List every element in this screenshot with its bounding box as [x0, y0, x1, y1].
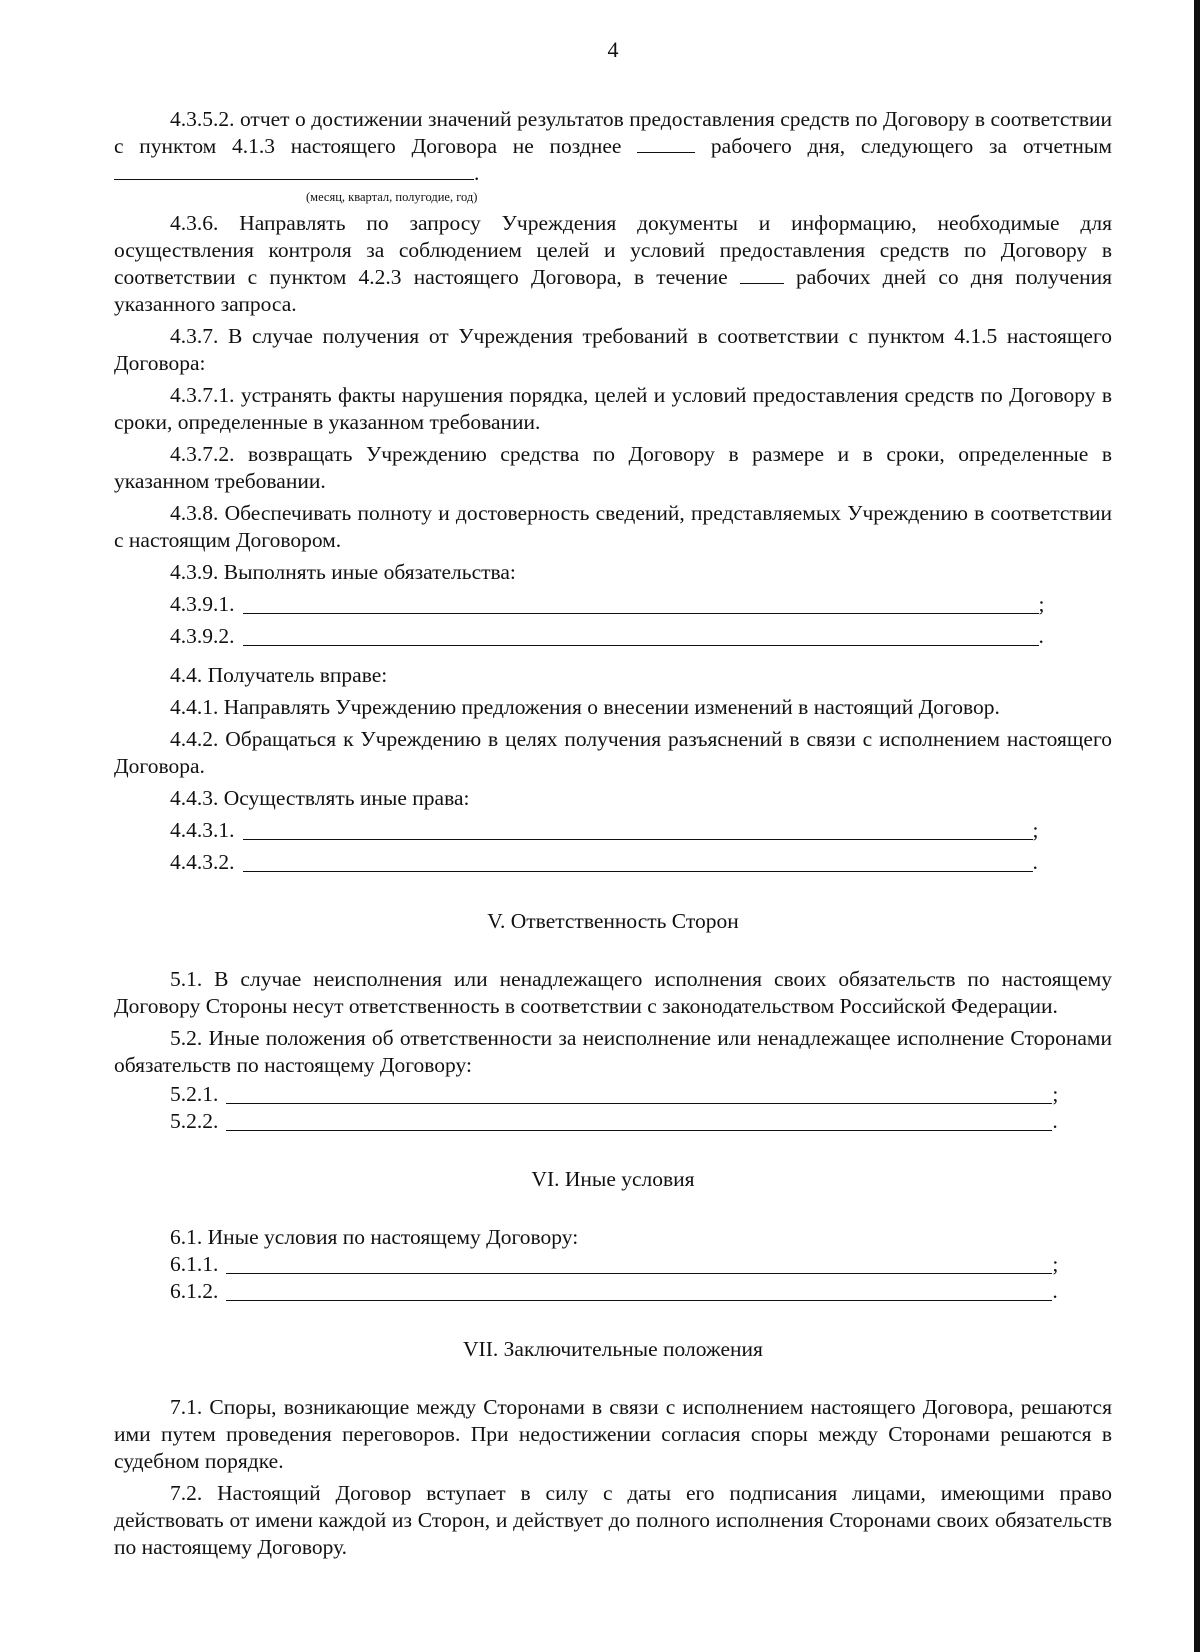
clause-7-1: 7.1. Споры, возникающие между Сторонами в связи с исполнением настоящего Договора, решаются ими путем проведения переговоров. При недостижении согласия споры между Сторонами решаются в судебном порядке. — [114, 1395, 1112, 1473]
fill-line-4-4-3-1 — [114, 817, 1112, 844]
fill-line — [226, 1256, 1052, 1274]
fill-line-end: ; — [1052, 1082, 1059, 1106]
fill-line-6-1-2 — [114, 1278, 1112, 1305]
blank-field — [114, 161, 474, 180]
fill-line-4-4-3-2 — [114, 849, 1112, 876]
fill-line — [243, 822, 1033, 840]
fill-line — [243, 854, 1033, 872]
page-content — [114, 36, 1112, 1561]
clause-4-3-7: 4.3.7. В случае получения от Учреждения требований в соответствии с пунктом 4.1.5 настоящего Договора: — [114, 324, 1112, 375]
fill-line-end: . — [1052, 1109, 1058, 1133]
field-hint: (месяц, квартал, полугодие, год) — [306, 190, 478, 204]
section-heading-7: VII. Заключительные положения — [463, 1337, 763, 1361]
clause-text: рабочего дня, следующего за отчетным — [710, 134, 1112, 158]
fill-line — [226, 1283, 1052, 1301]
clause-4-3-9: 4.3.9. Выполнять иные обязательства: — [170, 560, 516, 584]
fill-line-4-3-9-1 — [114, 591, 1112, 618]
clause-4-3-7-2: 4.3.7.2. возвращать Учреждению средства по Договору в размере и в сроки, определенные в указанном требовании. — [114, 442, 1112, 493]
clause-5-2: 5.2. Иные положения об ответственности за неисполнение или ненадлежащее исполнение Сторонами обязательств по настоящему Договору: — [114, 1026, 1112, 1077]
fill-line-5-2-2 — [114, 1108, 1112, 1135]
fill-line — [226, 1113, 1052, 1131]
clause-4-3-6 — [114, 210, 1112, 318]
fill-line-end: ; — [1038, 592, 1045, 616]
fill-line-number: 4.4.3.1. — [170, 818, 235, 842]
fill-line-number: 6.1.1. — [170, 1252, 219, 1276]
clause-4-4-3: 4.4.3. Осуществлять иные права: — [170, 786, 470, 810]
clause-end: . — [474, 161, 480, 185]
fill-line-end: . — [1052, 1279, 1058, 1303]
clause-text: 4.3.6. Направлять по запросу Учреждения документы и информацию, необходимые для осуществления контроля за соблюдением целей и условий предоставления средств по Договору в соответствии с пунктом 4.2.3 настоящего Договора, в течение — [114, 211, 1112, 289]
clause-7-2: 7.2. Настоящий Договор вступает в силу с даты его подписания лицами, имеющими право действовать от имени каждой из Сторон, и действует до полного исполнения Сторонами своих обязательств по настоящему Договору. — [114, 1481, 1112, 1559]
clause-4-4-1: 4.4.1. Направлять Учреждению предложения о внесении изменений в настоящий Договор. — [170, 695, 1000, 719]
blank-field — [740, 265, 784, 284]
fill-line-5-2-1 — [114, 1081, 1112, 1108]
clause-5-1: 5.1. В случае неисполнения или ненадлежащего исполнения своих обязательств по настоящему Договору Стороны несут ответственность в соответствии с законодательством Российской Федерации. — [114, 967, 1112, 1018]
clause-4-3-7-1: 4.3.7.1. устранять факты нарушения порядка, целей и условий предоставления средств по Договору в сроки, определенные в указанном требовании. — [114, 383, 1112, 434]
fill-line-number: 5.2.2. — [170, 1109, 219, 1133]
fill-line-number: 5.2.1. — [170, 1082, 219, 1106]
fill-line-6-1-1 — [114, 1251, 1112, 1278]
fill-line-number: 6.1.2. — [170, 1279, 219, 1303]
fill-line-4-3-9-2 — [114, 623, 1112, 650]
clause-text: 4.3.5.2. отчет о достижении значений результатов предоставления средств по Договору в соответствии с пунктом 4.1.3 настоящего Договора не позднее — [114, 107, 1112, 158]
fill-line-end: . — [1032, 850, 1038, 874]
page-number: 4 — [607, 37, 619, 62]
clause-4-3-5-2 — [114, 106, 1112, 187]
clause-4-3-8: 4.3.8. Обеспечивать полноту и достоверность сведений, представляемых Учреждению в соответствии с настоящим Договором. — [114, 501, 1112, 552]
clause-text: рабочих дней со дня получения указанного запроса. — [114, 265, 1113, 316]
fill-line-end: ; — [1052, 1252, 1059, 1276]
section-heading-5: V. Ответственность Сторон — [487, 909, 739, 933]
fill-line-end: ; — [1032, 818, 1039, 842]
blank-field — [637, 134, 695, 153]
fill-line — [243, 596, 1039, 614]
fill-line — [226, 1086, 1052, 1104]
fill-line-number: 4.3.9.2. — [170, 624, 235, 648]
clause-4-4: 4.4. Получатель вправе: — [170, 663, 388, 687]
fill-line-number: 4.3.9.1. — [170, 592, 235, 616]
clause-6-1: 6.1. Иные условия по настоящему Договору: — [170, 1225, 579, 1249]
fill-line-end: . — [1038, 624, 1044, 648]
section-heading-6: VI. Иные условия — [531, 1167, 695, 1191]
fill-line — [243, 628, 1039, 646]
fill-line-number: 4.4.3.2. — [170, 850, 235, 874]
clause-4-4-2: 4.4.2. Обращаться к Учреждению в целях получения разъяснений в связи с исполнением настоящего Договора. — [114, 727, 1112, 778]
